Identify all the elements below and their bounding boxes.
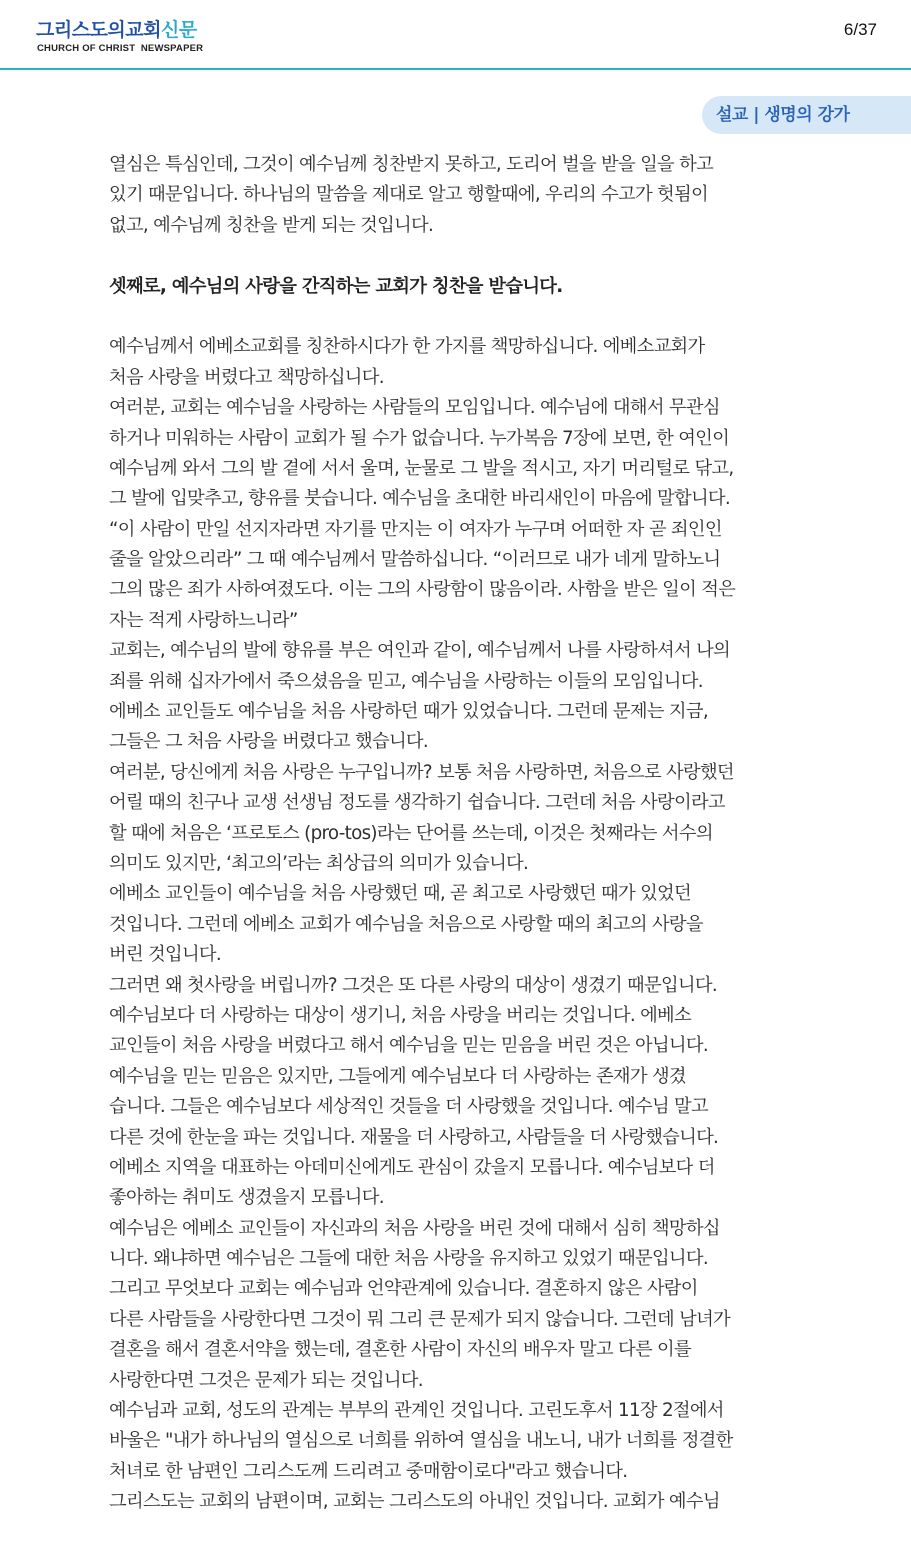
text-line: 다른 사람들을 사랑한다면 그것이 뭐 그리 큰 문제가 되지 않습니다. 그런데 남녀가 bbox=[109, 1308, 731, 1330]
paragraph-gap bbox=[109, 241, 811, 271]
body-text bbox=[109, 332, 811, 1517]
text-line: 것입니다. 그런데 에베소 교회가 예수님을 처음으로 사랑할 때의 최고의 사랑을 bbox=[109, 913, 703, 935]
text-line: 죄를 위해 십자가에서 죽으셨음을 믿고, 예수님을 사랑하는 이들의 모임입니다. bbox=[109, 670, 703, 692]
text-line: 예수님께서 에베소교회를 칭찬하시다가 한 가지를 책망하십니다. 에베소교회가 bbox=[109, 336, 705, 358]
text-line: 어릴 때의 친구나 교생 선생님 정도를 생각하기 쉽습니다. 그런데 처음 사랑이라고 bbox=[109, 792, 725, 814]
text-line: 습니다. 그들은 예수님보다 세상적인 것들을 더 사랑했을 것입니다. 예수님 말고 bbox=[109, 1096, 708, 1118]
text-line: 하거나 미워하는 사람이 교회가 될 수가 없습니다. 누가복음 7장에 보면, 한 여인이 bbox=[109, 427, 730, 449]
text-line: 의미도 있지만, ‘최고의’라는 최상급의 의미가 있습니다. bbox=[109, 852, 529, 874]
text-line: 사랑한다면 그것은 문제가 되는 것입니다. bbox=[109, 1369, 423, 1391]
text-line: 예수님을 믿는 믿음은 있지만, 그들에게 예수님보다 더 사랑하는 존재가 생겼 bbox=[109, 1065, 686, 1087]
newspaper-logo bbox=[36, 18, 197, 42]
text-line: 여러분, 당신에게 처음 사랑은 누구입니까? 보통 처음 사랑하면, 처음으로 사랑했던 bbox=[109, 761, 734, 783]
page-number: 6/37 bbox=[843, 20, 877, 39]
logo-english-text: CHURCH OF CHRIST NEWSPAPER bbox=[37, 43, 204, 54]
text-line: 니다. 왜냐하면 예수님은 그들에 대한 처음 사랑을 유지하고 있었기 때문입니다. bbox=[109, 1248, 708, 1270]
text-line: 그의 많은 죄가 사하여졌도다. 이는 그의 사랑함이 많음이라. 사함을 받은 일이 적은 bbox=[109, 579, 736, 601]
text-line: “이 사람이 만일 선지자라면 자기를 만지는 이 여자가 누구며 어떠한 자 곧 죄인인 bbox=[109, 518, 722, 540]
text-line: 버린 것입니다. bbox=[109, 944, 221, 966]
text-line: 예수님은 에베소 교인들이 자신과의 처음 사랑을 버린 것에 대해서 심히 책망하십 bbox=[109, 1217, 720, 1239]
text-line: 교회는, 예수님의 발에 향유를 부은 여인과 같이, 예수님께서 나를 사랑하셔서 나의 bbox=[109, 640, 731, 662]
text-line: 그리고 무엇보다 교회는 예수님과 언약관계에 있습니다. 결혼하지 않은 사람이 bbox=[109, 1278, 698, 1300]
text-line: 그들은 그 처음 사랑을 버렸다고 했습니다. bbox=[109, 731, 428, 753]
text-line: 예수님께 와서 그의 발 곁에 서서 울며, 눈물로 그 발을 적시고, 자기 머리털로 닦고, bbox=[109, 457, 734, 479]
text-line: 여러분, 교회는 예수님을 사랑하는 사람들의 모임입니다. 예수님에 대해서 무관심 bbox=[109, 397, 720, 419]
text-line: 결혼을 해서 결혼서약을 했는데, 결혼한 사람이 자신의 배우자 말고 다른 이를 bbox=[109, 1339, 691, 1361]
text-line: 예수님보다 더 사랑하는 대상이 생기니, 처음 사랑을 버리는 것입니다. 에베소 bbox=[109, 1004, 691, 1026]
section-tab: 설교 | 생명의 강가 bbox=[702, 96, 911, 134]
article-body bbox=[109, 150, 811, 1518]
logo-text-main: 그리스도의교회 bbox=[36, 19, 161, 41]
intro-paragraph bbox=[109, 150, 811, 241]
section-heading: 셋째로, 예수님의 사랑을 간직하는 교회가 칭찬을 받습니다. bbox=[109, 275, 563, 297]
text-line: 예수님과 교회, 성도의 관계는 부부의 관계인 것입니다. 고린도후서 11장 2절에서 bbox=[109, 1400, 724, 1422]
text-line: 에베소 교인들이 예수님을 처음 사랑했던 때, 곧 최고로 사랑했던 때가 있었던 bbox=[109, 883, 691, 905]
logo-text-accent: 신문 bbox=[160, 19, 197, 41]
page-header bbox=[0, 0, 911, 70]
text-line: 그러면 왜 첫사랑을 버립니까? 그것은 또 다른 사랑의 대상이 생겼기 때문입니다. bbox=[109, 974, 717, 996]
text-line: 열심은 특심인데, 그것이 예수님께 칭찬받지 못하고, 도리어 벌을 받을 일을 하고 bbox=[109, 154, 714, 175]
text-line: 할 때에 처음은 ‘프로토스 (pro-tos)라는 단어를 쓰는데, 이것은 첫째라는 서수의 bbox=[109, 822, 713, 844]
text-line: 에베소 교인들도 예수님을 처음 사랑하던 때가 있었습니다. 그런데 문제는 지금, bbox=[109, 701, 708, 723]
text-line: 자는 적게 사랑하느니라” bbox=[109, 609, 298, 631]
text-line: 처음 사랑을 버렸다고 책망하십니다. bbox=[109, 366, 384, 388]
text-line: 처녀로 한 남편인 그리스도께 드리려고 중매함이로다"라고 했습니다. bbox=[109, 1460, 628, 1482]
text-line: 다른 것에 한눈을 파는 것입니다. 재물을 더 사랑하고, 사람들을 더 사랑했습니다. bbox=[109, 1126, 719, 1148]
text-line: 그리스도는 교회의 남편이며, 교회는 그리스도의 아내인 것입니다. 교회가 예수님 bbox=[109, 1491, 720, 1513]
text-line: 줄을 알았으리라” 그 때 예수님께서 말씀하십니다. “이러므로 내가 네게 말하노니 bbox=[109, 549, 721, 571]
text-line: 교인들이 처음 사랑을 버렸다고 해서 예수님을 믿는 믿음을 버린 것은 아닙니다. bbox=[109, 1035, 708, 1057]
text-line: 있기 때문입니다. 하나님의 말씀을 제대로 알고 행할때에, 우리의 수고가 헛됨이 bbox=[109, 184, 708, 206]
text-line: 없고, 예수님께 칭찬을 받게 되는 것입니다. bbox=[109, 214, 434, 236]
text-line: 좋아하는 취미도 생겼을지 모릅니다. bbox=[109, 1187, 384, 1209]
text-line: 그 발에 입맞추고, 향유를 붓습니다. 예수님을 초대한 바리새인이 마음에 말합니다. bbox=[109, 488, 731, 510]
paragraph-gap bbox=[109, 302, 811, 332]
text-line: 에베소 지역을 대표하는 아데미신에게도 관심이 갔을지 모릅니다. 예수님보다 더 bbox=[109, 1156, 715, 1178]
text-line: 바울은 "내가 하나님의 열심으로 너희를 위하여 열심을 내노니, 내가 너희를 정결한 bbox=[109, 1430, 733, 1452]
